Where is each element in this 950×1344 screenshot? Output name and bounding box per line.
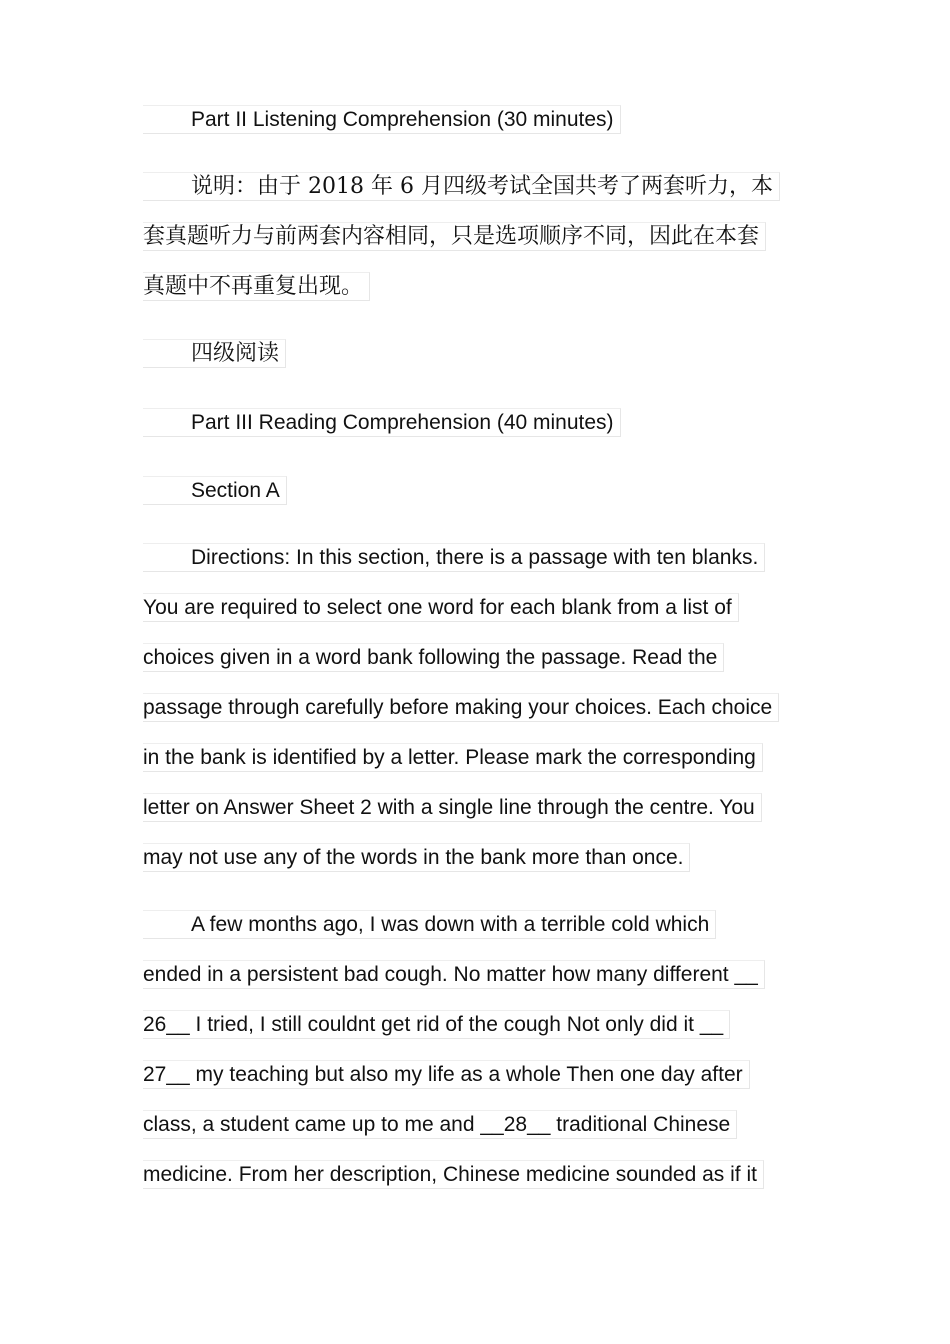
note-paragraph bbox=[143, 163, 805, 313]
part2-heading: Part II Listening Comprehension (30 minutes) bbox=[143, 96, 805, 146]
passage-line: medicine. From her description, Chinese medicine sounded as if it bbox=[143, 1151, 805, 1201]
directions-line: may not use any of the words in the bank more than once. bbox=[143, 834, 805, 884]
part3-heading: Part III Reading Comprehension (40 minutes) bbox=[143, 399, 805, 449]
passage-paragraph bbox=[143, 901, 805, 1201]
reading-heading-cn: 四级阅读 bbox=[143, 330, 805, 380]
directions-line: choices given in a word bank following the passage. Read the bbox=[143, 634, 805, 684]
part3-heading-block bbox=[143, 399, 805, 449]
passage-line: A few months ago, I was down with a terrible cold which bbox=[143, 901, 805, 951]
directions-line: in the bank is identified by a letter. Please mark the corresponding bbox=[143, 734, 805, 784]
directions-line: You are required to select one word for each blank from a list of bbox=[143, 584, 805, 634]
passage-line: 26__ I tried, I still couldnt get rid of the cough Not only did it __ bbox=[143, 1001, 805, 1051]
directions-line: passage through carefully before making your choices. Each choice bbox=[143, 684, 805, 734]
section-heading-block bbox=[143, 467, 805, 517]
note-line: 真题中不再重复出现。 bbox=[143, 263, 805, 313]
passage-line: 27__ my teaching but also my life as a whole Then one day after bbox=[143, 1051, 805, 1101]
note-line: 说明：由于 2018 年 6 月四级考试全国共考了两套听力，本 bbox=[143, 163, 805, 213]
passage-line: class, a student came up to me and __28__ traditional Chinese bbox=[143, 1101, 805, 1151]
directions-paragraph bbox=[143, 534, 805, 884]
part2-heading-block bbox=[143, 96, 805, 146]
note-line: 套真题听力与前两套内容相同，只是选项顺序不同，因此在本套 bbox=[143, 213, 805, 263]
directions-line: Directions: In this section, there is a passage with ten blanks. bbox=[143, 534, 805, 584]
passage-line: ended in a persistent bad cough. No matter how many different __ bbox=[143, 951, 805, 1001]
reading-heading-cn-block bbox=[143, 330, 805, 380]
directions-line: letter on Answer Sheet 2 with a single line through the centre. You bbox=[143, 784, 805, 834]
section-heading: Section A bbox=[143, 467, 805, 517]
